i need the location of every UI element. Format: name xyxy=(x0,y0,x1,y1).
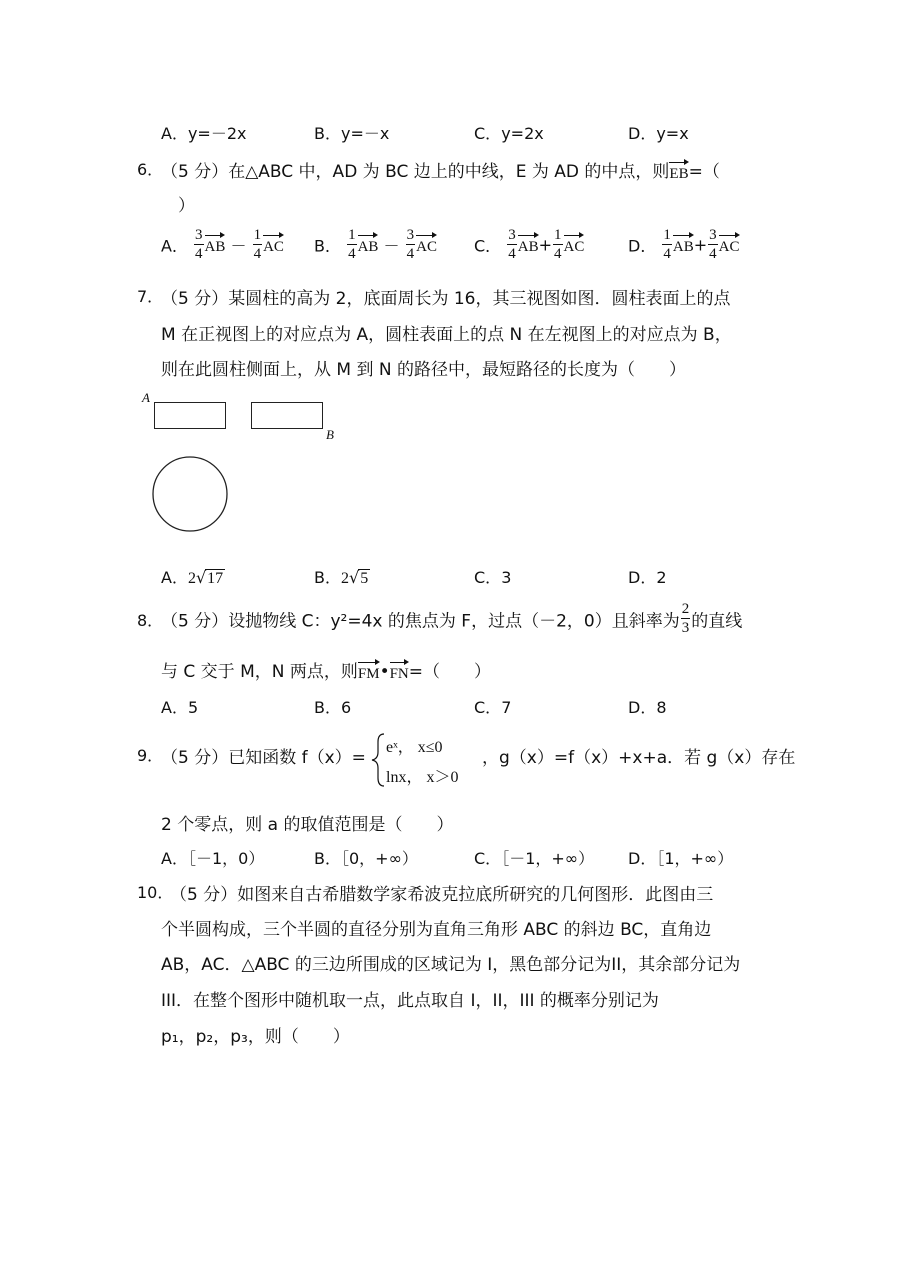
q10-stem-line5: p₁，p₂，p₃，则（ ） xyxy=(161,1027,350,1047)
q10-stem-line2: 个半圆构成，三个半圆的直径分别为直角三角形 ABC 的斜边 BC，直角边 xyxy=(161,920,712,940)
q8-option-a: A．5 xyxy=(161,698,199,717)
q7-stem-line3: 则在此圆柱侧面上，从 M 到 N 的路径中，最短路径的长度为（ ） xyxy=(161,360,686,380)
q6-option-b: B． $\frac{1}{4}$ AB － $\frac{3}{4}$ AC xyxy=(314,227,437,262)
q9-option-c: C．［－1，+∞） xyxy=(474,849,595,868)
piece-exp: eˣ， x≤0 xyxy=(386,739,443,756)
piece-ln: lnx， x＞0 xyxy=(386,769,459,786)
q5-option-b: B．y=－x xyxy=(314,124,390,143)
q7-option-a: A．2√17 xyxy=(161,568,224,587)
q7-stem-line2: M 在正视图上的对应点为 A，圆柱表面上的点 N 在左视图上的对应点为 B， xyxy=(161,325,732,345)
q10-number: 10． xyxy=(137,883,174,902)
q8-number: 8． xyxy=(137,611,164,630)
front-view-rect xyxy=(155,403,226,429)
vector-fm: FM xyxy=(358,661,380,683)
vector-eb: EB xyxy=(669,161,688,183)
q8-stem-line2: 与 C 交于 M，N 两点，则FM•FN=（ ） xyxy=(161,662,492,682)
q8-stem-line1: （5 分）设抛物线 C：y²=4x 的焦点为 F，过点（－2，0）且斜率为 $\frac{2}{3}$ 的直线 xyxy=(161,601,743,636)
q7-option-c: C．3 xyxy=(474,568,512,587)
side-view-rect xyxy=(252,403,323,429)
q9-option-a: A．［－1，0） xyxy=(161,849,265,868)
q5-option-a: A．y=－2x xyxy=(161,124,247,143)
q6-number: 6． xyxy=(137,160,164,179)
q6-option-d: D． $\frac{1}{4}$ AB+ $\frac{3}{4}$ AC xyxy=(628,227,740,262)
q9-number: 9． xyxy=(137,746,164,765)
q6-stem-line2: ） xyxy=(178,196,195,216)
q9-option-d: D．［1，+∞） xyxy=(628,849,734,868)
q8-option-c: C．7 xyxy=(474,698,512,717)
slope-fraction: $\frac{2}{3}$ xyxy=(681,601,690,636)
q9-stem-line2: 2 个零点，则 a 的取值范围是（ ） xyxy=(161,815,454,835)
figure-label-a: A xyxy=(142,390,150,405)
top-view-circle xyxy=(153,457,227,531)
q8-option-d: D．8 xyxy=(628,698,667,717)
q6-option-a: A． $\frac{3}{4}$ AB － $\frac{1}{4}$ AC xyxy=(161,227,284,262)
vector-fn: FN xyxy=(390,661,409,683)
q7-option-b: B．2√5 xyxy=(314,568,369,587)
q9-stem-line1a: （5 分）已知函数 f（x）= xyxy=(161,748,366,768)
figure-label-b: B xyxy=(326,427,334,442)
q8-option-b: B．6 xyxy=(314,698,352,717)
q10-stem-line1: （5 分）如图来自古希腊数学家希波克拉底所研究的几何图形．此图由三 xyxy=(170,885,714,905)
q9-option-b: B．［0，+∞） xyxy=(314,849,418,868)
q6-option-c: C． $\frac{3}{4}$ AB+ $\frac{1}{4}$ AC xyxy=(474,227,585,262)
q7-stem-line1: （5 分）某圆柱的高为 2，底面周长为 16，其三视图如图．圆柱表面上的点 xyxy=(161,289,731,309)
q9-stem-line1b: ，g（x）=f（x）+x+a．若 g（x）存在 xyxy=(482,748,796,768)
q10-stem-line4: III．在整个图形中随机取一点，此点取自 I，II，III 的概率分别记为 xyxy=(161,991,659,1011)
q5-option-d: D．y=x xyxy=(628,124,689,143)
q7-number: 7． xyxy=(137,287,164,306)
q10-stem-line3: AB，AC．△ABC 的三边所围成的区域记为 I，黑色部分记为II，其余部分记为 xyxy=(161,955,741,975)
q7-option-d: D．2 xyxy=(628,568,667,587)
q6-stem-line1: （5 分）在△ABC 中，AD 为 BC 边上的中线，E 为 AD 的中点，则EB=（ xyxy=(161,162,720,182)
q5-option-c: C．y=2x xyxy=(474,124,544,143)
